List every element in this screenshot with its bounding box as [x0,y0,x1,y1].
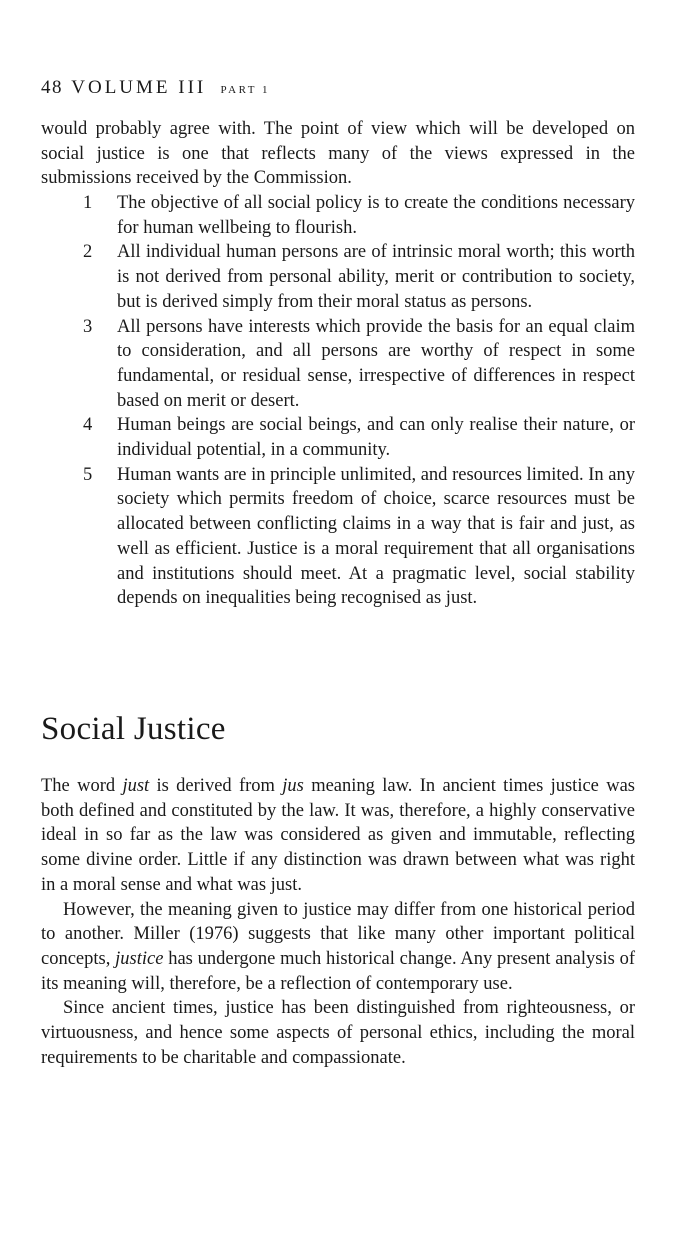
list-item-number: 2 [83,242,93,263]
body-paragraph-2 [41,898,635,997]
list-item [41,191,635,240]
section-heading: Social Justice [41,711,226,747]
paragraph-text: meaning law. In ancient times justice was both defined and constituted by the law. It was, therefore, a highly conservative ideal in so far as the law was considered as given and immutable, reflecting some divine order. Little if any distinction was drawn between what was right in a moral sense and what was just. [41,776,635,895]
list-item [41,463,635,611]
principles-list [41,191,635,611]
list-item-text: Human wants are in principle unlimited, and resources limited. In any society which permits freedom of choice, scarce resources must be allocated between conflicting claims in a way that is fair and just, as well as efficient. Justice is a moral requirement that all organisations and institutions should meet. At a pragmatic level, social stability depends on inequalities being recognised as just. [117,464,635,609]
intro-paragraph: would probably agree with. The point of view which will be developed on social justice is one that reflects many of the views expressed in the submissions received by the Commission. [41,119,635,189]
section-body [41,774,635,1070]
list-item-number: 1 [83,193,93,213]
body-paragraph-1 [41,774,635,898]
list-item [41,315,635,414]
list-item [41,413,635,462]
volume-label: VOLUME III [71,77,207,98]
paragraph-text: The word [41,776,123,796]
body-paragraph-3: Since ancient times, justice has been distinguished from righteousness, or virtuousness, and hence some aspects of personal ethics, including the moral requirements to be charitable and compassionate. [41,998,635,1068]
list-item-text: Human beings are social beings, and can only realise their nature, or individual potential, in a community. [117,415,635,461]
italic-term-just: just [122,776,150,796]
running-head [41,77,270,99]
intro-paragraph-block [41,117,635,191]
list-item-text: All persons have interests which provide the basis for an equal claim to consideration, and all persons are worthy of respect in some fundamental, or residual sense, irrespective of differences in respect based on merit or desert. [117,316,635,411]
italic-term-justice: justice [115,948,164,969]
paragraph-text: has undergone much historical change. Any present analysis of its meaning will, therefore, be a reflection of contemporary use. [41,948,635,994]
list-item-text: All individual human persons are of intrinsic moral worth; this worth is not derived from personal ability, merit or contribution to society, but is derived simply from their moral status as persons. [117,242,635,312]
list-item-number: 5 [83,464,93,485]
paragraph-text: However, the meaning given to justice may differ from one historical period to another. Miller (1976) suggests that like many other important political concepts, [41,899,635,969]
list-item [41,240,635,314]
italic-term-jus: jus [282,776,304,796]
list-item-number: 3 [83,316,93,337]
list-item-number: 4 [83,415,93,436]
list-item-text: The objective of all social policy is to create the conditions necessary for human wellbeing to flourish. [117,193,635,238]
paragraph-text: is derived from [149,776,283,796]
part-label: PART 1 [220,84,271,96]
page-number: 48 [41,77,63,98]
